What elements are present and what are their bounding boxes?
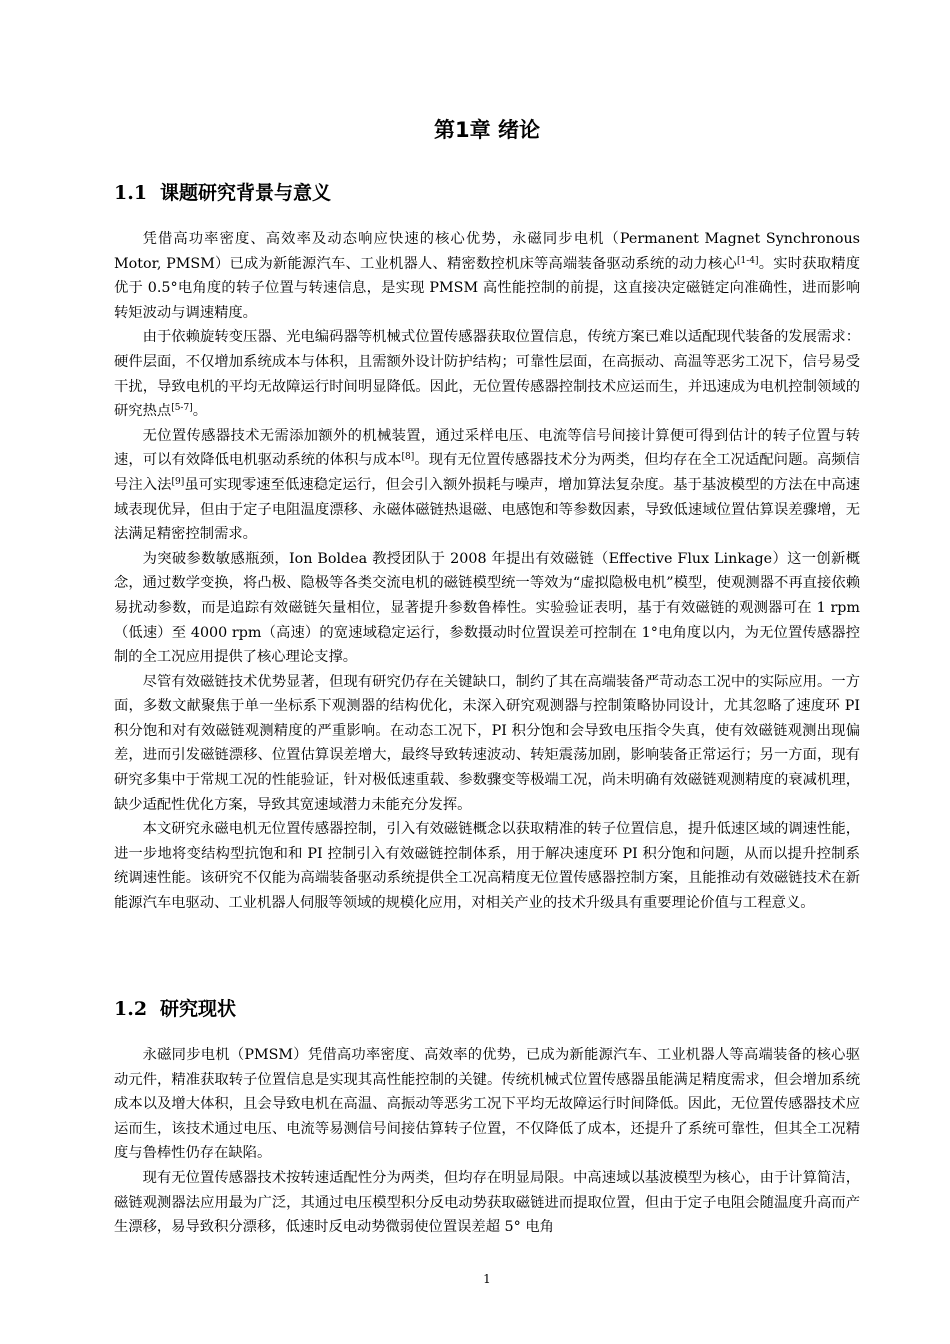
paragraph <box>114 325 860 423</box>
paragraph-text: 虽可实现零速至低速稳定运行，但会引入额外损耗与噪声，增加算法复杂度。基于基波模型的方法在中高速域表现优异，但由于定子电阻温度漂移、永磁体磁链热退磁、电感饱和等参数因素，导致低速域位置估算误差骤增，无法满足精密控制需求。 <box>114 476 861 543</box>
section-body-1-1 <box>114 227 860 916</box>
paragraph: 尽管有效磁链技术优势显著，但现有研究仍存在关键缺口，制约了其在高端装备严苛动态工况中的实际应用。一方面，多数文献聚焦于单一坐标系下观测器的结构优化，未深入研究观测器与控制策略协同设计，尤其忽略了速度环 PI 积分饱和对有效磁链观测精度的严重影响。在动态工况下，PI 积分饱和会导致电压指令失真，使有效磁链观测出现偏差，进而引发磁链漂移、位置估算误差增大，最终导致转速波动、转矩震荡加剧，影响装备正常运行；另一方面，现有研究多集中于常规工况的性能验证，针对极低速重载、参数骤变等极端工况，尚未明确有效磁链观测精度的衰减机理，缺少适配性优化方案，导致其宽速域潜力未能充分发挥。 <box>114 673 860 813</box>
paragraph-text: 凭借高功率密度、高效率及动态响应快速的核心优势，永磁同步电机（Permanent Magnet Synchronous Motor, PMSM）已成为新能源汽车、工业机器人、精密数控机床等高端装备驱动系统的动力核心 <box>114 231 860 272</box>
paragraph: 现有无位置传感器技术按转速适配性分为两类，但均存在明显局限。中高速域以基波模型为核心，由于计算简洁，磁链观测器法应用最为广泛，其通过电压模型积分反电动势获取磁链进而提取位置，但由于定子电阻会随温度升高而产生漂移，易导致积分漂移，低速时反电动势微弱使位置误差超 5° 电角 <box>114 1169 860 1236</box>
section-title: 课题研究背景与意义 <box>160 182 332 204</box>
paragraph: 永磁同步电机（PMSM）凭借高功率密度、高效率的优势，已成为新能源汽车、工业机器人等高端装备的核心驱动元件，精准获取转子位置信息是实现其高性能控制的关键。传统机械式位置传感器虽能满足精度需求，但会增加系统成本以及增大体积，且会导致电机在高温、高振动等恶劣工况下平均无故障运行时间降低。因此，无位置传感器技术应运而生，该技术通过电压、电流等易测信号间接估算转子位置，不仅降低了成本，还提升了系统可靠性，但其全工况精度与鲁棒性仍存在缺陷。 <box>114 1047 860 1162</box>
section-number: 1.1 <box>114 182 148 204</box>
section-body-1-2 <box>114 1043 860 1240</box>
paragraph-text: 。 <box>192 403 207 420</box>
paragraph <box>114 424 860 547</box>
paragraph: 本文研究永磁电机无位置传感器控制，引入有效磁链概念以获取精准的转子位置信息，提升低速区域的调速性能，进一步地将变结构型抗饱和和 PI 控制引入有效磁链控制体系，用于解决速度环 PI 积分饱和问题，从而以提升控制系统调速性能。该研究不仅能为高端装备驱动系统提供全工况高精度无位置传感器控制方案，且能推动有效磁链技术在新能源汽车电驱动、工业机器人伺服等领域的规模化应用，对相关产业的技术升级具有重要理论价值与工程意义。 <box>114 821 860 912</box>
paragraph-text: 无位置传感器技术无需添加额外的机械装置，通过采样电压、电流等信号间接计算便可得到估计的转子位置与转速，可以有效降低电机驱动系统的体积与成本 <box>114 427 860 469</box>
paragraph-text: 。现有无位置传感器技术分为两类，但均存在全工况适配问题。高频信号注入法 <box>114 452 860 493</box>
citation: [1-4] <box>737 255 759 266</box>
chapter-title: 第1章 绪论 <box>434 118 540 142</box>
citation: [5-7] <box>171 403 193 414</box>
page-number: 1 <box>483 1272 491 1286</box>
citation: [9] <box>171 476 185 487</box>
section-title: 研究现状 <box>160 998 237 1020</box>
section-heading-1-1 <box>114 178 331 205</box>
paragraph-text: 。实时获取精度优于 0.5°电角度的转子位置与转速信息，是实现 PMSM 高性能控制的前提，这直接决定磁链定向准确性，进而影响转矩波动与调速精度。 <box>114 255 861 321</box>
paragraph-text: 由于依赖旋转变压器、光电编码器等机械式位置传感器获取位置信息，传统方案已难以适配现代装备的发展需求：硬件层面，不仅增加系统成本与体积，且需额外设计防护结构；可靠性层面，在高振动、高温等恶劣工况下，信号易受干扰，导致电机的平均无故障运行时间明显降低。因此，无位置传感器控制技术应运而生，并迅速成为电机控制领域的研究热点 <box>114 329 860 420</box>
section-number: 1.2 <box>114 998 148 1020</box>
citation: [8] <box>401 452 415 463</box>
paragraph <box>114 227 860 325</box>
section-heading-1-2 <box>114 994 236 1021</box>
paragraph: 为突破参数敏感瓶颈，Ion Boldea 教授团队于 2008 年提出有效磁链（Effective Flux Linkage）这一创新概念，通过数学变换，将凸极、隐极等各类交流电机的磁链模型统一等效为“虚拟隐极电机”模型，使观测器不再直接依赖易扰动参数，而是追踪有效磁链矢量相位，显著提升参数鲁棒性。实验验证表明，基于有效磁链的观测器可在 1 rpm（低速）至 4000 rpm（高速）的宽速域稳定运行，参数摄动时位置误差可控制在 1°电角度以内，为无位置传感器控制的全工况应用提供了核心理论支撑。 <box>114 550 860 666</box>
